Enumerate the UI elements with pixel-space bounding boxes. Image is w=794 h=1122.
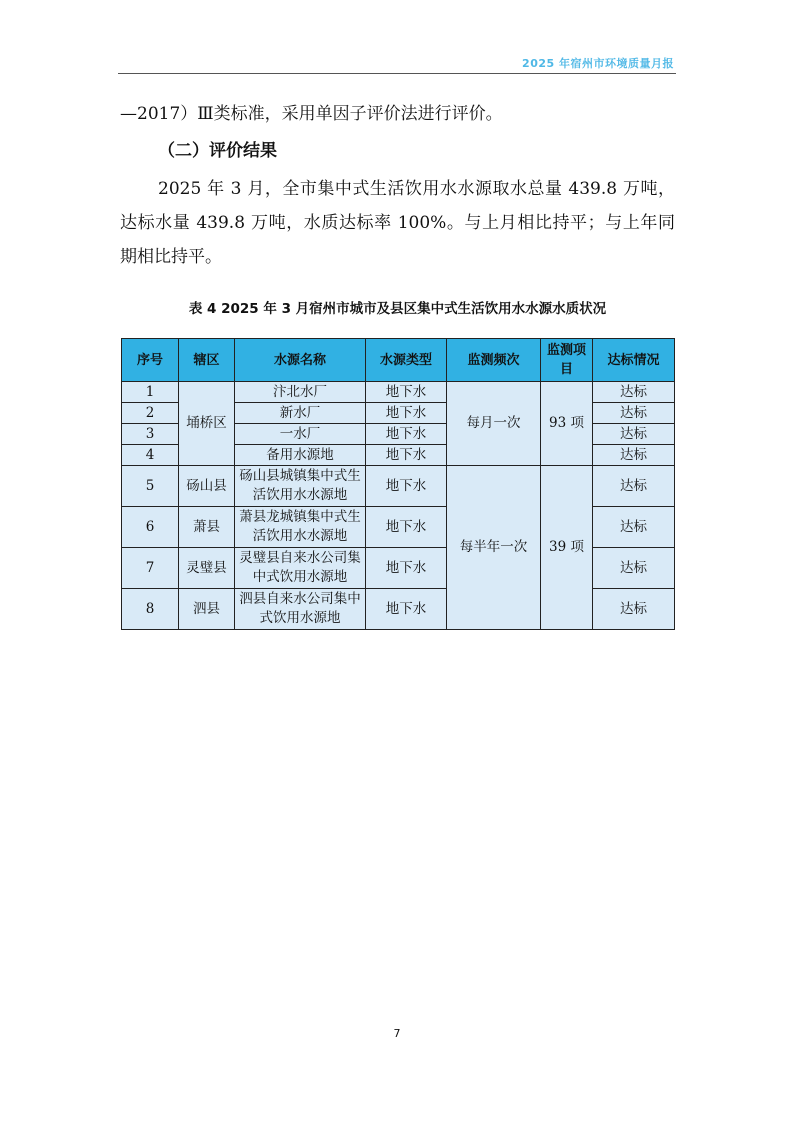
cell-status: 达标 [593, 403, 675, 424]
table-row [122, 589, 675, 630]
cell-district: 萧县 [179, 507, 235, 548]
cell-source-type: 地下水 [366, 507, 447, 548]
col-header-source-name: 水源名称 [235, 339, 366, 382]
table-row [122, 507, 675, 548]
paragraph-standard: —2017）Ⅲ类标准，采用单因子评价法进行评价。 [120, 104, 503, 124]
cell-source-type: 地下水 [366, 382, 447, 403]
cell-status: 达标 [593, 424, 675, 445]
cell-source-type: 地下水 [366, 403, 447, 424]
cell-source-name: 新水厂 [235, 403, 366, 424]
cell-no: 8 [122, 589, 179, 630]
cell-source-name: 泗县自来水公司集中式饮用水源地 [235, 589, 366, 630]
paragraph-results: 2025 年 3 月，全市集中式生活饮用水水源取水总量 439.8 万吨，达标水量 439.8 万吨，水质达标率 100%。与上月相比持平；与上年同期相比持平。 [120, 179, 675, 267]
cell-no: 3 [122, 424, 179, 445]
col-header-district: 辖区 [179, 339, 235, 382]
cell-source-type: 地下水 [366, 466, 447, 507]
cell-source-name: 砀山县城镇集中式生活饮用水水源地 [235, 466, 366, 507]
cell-status: 达标 [593, 548, 675, 589]
cell-source-name: 汴北水厂 [235, 382, 366, 403]
table-row [122, 382, 675, 403]
col-header-no: 序号 [122, 339, 179, 382]
table-row [122, 548, 675, 589]
header-divider [118, 73, 676, 74]
cell-source-name: 萧县龙城镇集中式生活饮用水水源地 [235, 507, 366, 548]
cell-frequency: 每月一次 [447, 382, 541, 466]
cell-frequency: 每半年一次 [447, 466, 541, 630]
col-header-frequency: 监测频次 [447, 339, 541, 382]
col-header-source-type: 水源类型 [366, 339, 447, 382]
table-row [122, 466, 675, 507]
cell-no: 7 [122, 548, 179, 589]
cell-status: 达标 [593, 507, 675, 548]
cell-status: 达标 [593, 382, 675, 403]
cell-no: 5 [122, 466, 179, 507]
cell-status: 达标 [593, 445, 675, 466]
cell-source-name: 一水厂 [235, 424, 366, 445]
running-header-title: 2025 年宿州市环境质量月报 [522, 57, 674, 70]
cell-status: 达标 [593, 589, 675, 630]
cell-district: 砀山县 [179, 466, 235, 507]
section-heading: （二）评价结果 [158, 141, 277, 161]
cell-source-name: 灵璧县自来水公司集中式饮用水源地 [235, 548, 366, 589]
cell-source-type: 地下水 [366, 445, 447, 466]
cell-no: 4 [122, 445, 179, 466]
cell-source-type: 地下水 [366, 548, 447, 589]
cell-district: 灵璧县 [179, 548, 235, 589]
table-caption: 表 4 2025 年 3 月宿州市城市及县区集中式生活饮用水水源水质状况 [188, 301, 607, 317]
cell-district: 埇桥区 [179, 382, 235, 466]
cell-status: 达标 [593, 466, 675, 507]
cell-district: 泗县 [179, 589, 235, 630]
cell-no: 2 [122, 403, 179, 424]
water-quality-table [121, 338, 675, 630]
cell-source-type: 地下水 [366, 589, 447, 630]
cell-source-type: 地下水 [366, 424, 447, 445]
cell-source-name: 备用水源地 [235, 445, 366, 466]
col-header-items: 监测项目 [541, 339, 593, 382]
cell-no: 6 [122, 507, 179, 548]
cell-items: 39 项 [541, 466, 593, 630]
col-header-status: 达标情况 [593, 339, 675, 382]
page-number: 7 [393, 1027, 401, 1040]
cell-items: 93 项 [541, 382, 593, 466]
cell-no: 1 [122, 382, 179, 403]
table-header-row [122, 339, 675, 382]
